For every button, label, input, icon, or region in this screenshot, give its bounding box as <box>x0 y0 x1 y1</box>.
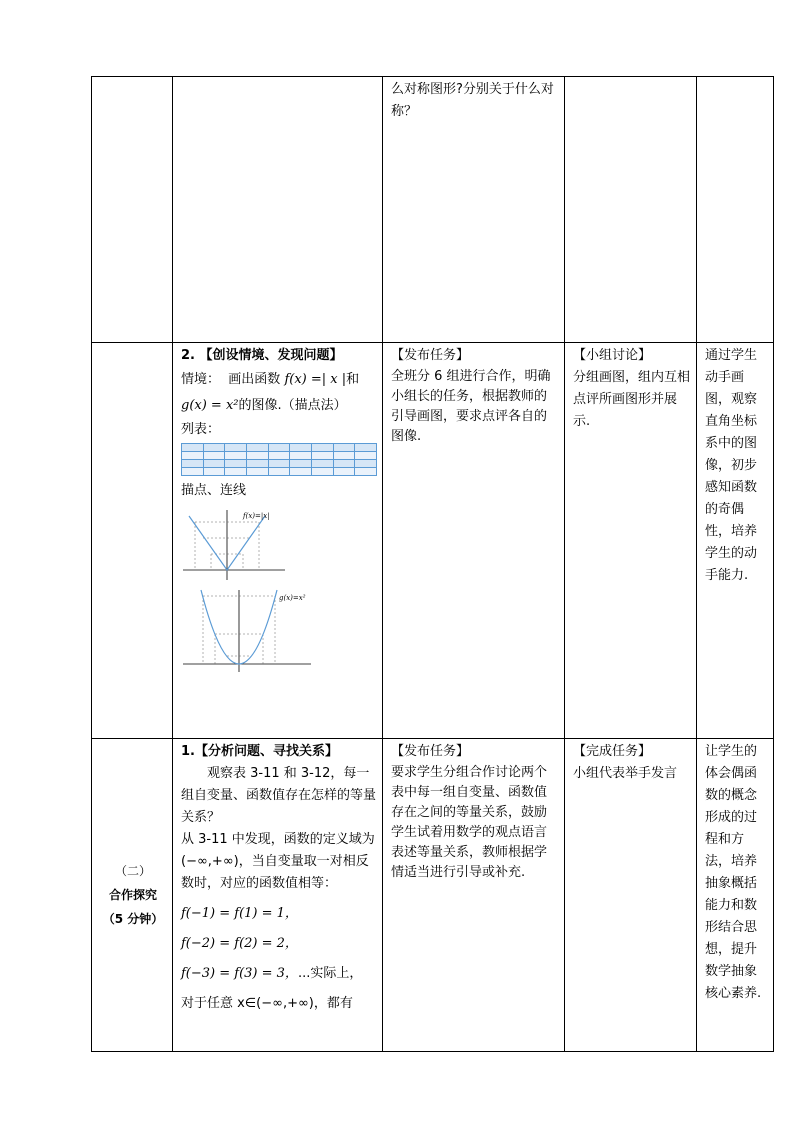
plot-label: 描点、连线 <box>181 483 247 498</box>
table-row <box>92 739 774 1052</box>
student-heading: 【小组讨论】 <box>573 348 652 363</box>
student-cell <box>565 739 697 1052</box>
content-cell <box>173 739 383 1052</box>
section-cell <box>92 343 173 739</box>
student-cell <box>565 343 697 739</box>
fx-expression: f(x) =| x | <box>284 372 347 387</box>
table-label: 列表： <box>181 422 221 437</box>
section-name: 合作探究 <box>108 888 157 902</box>
equation-2: f(−2) = f(2) = 2， <box>181 936 298 951</box>
value-table-image <box>181 443 377 476</box>
finding-paragraph: 从 3-11 中发现，函数的定义域为(−∞,+∞)，当自变量取一对相反数时，对应的函数值相等： <box>181 832 375 891</box>
teacher-text: 要求学生分组合作讨论两个表中每一组自变量、函数值存在之间的等量关系，鼓励学生试着用数学的观点语言表述等量关系，教师根据学情适当进行引导或补充. <box>391 765 548 880</box>
teacher-cell <box>383 739 565 1052</box>
observe-paragraph: 观察表 3-11 和 3-12，每一组自变量、函数值存在怎样的等量关系？ <box>181 766 377 825</box>
section-number: （二） <box>114 864 151 878</box>
teacher-text: 全班分 6 组进行合作，明确小组长的任务，根据教师的引导画图，要求点评各自的图像. <box>391 369 551 444</box>
intent-cell <box>697 343 774 739</box>
student-text: 分组画图，组内互相点评所画图形并展示. <box>573 370 691 429</box>
situation-text1: 画出函数 <box>228 372 281 387</box>
teacher-cell <box>383 343 565 739</box>
student-text: 小组代表举手发言 <box>573 766 678 781</box>
square-function-graph <box>181 588 321 674</box>
abs-function-graph <box>181 506 291 584</box>
content-cell <box>173 343 383 739</box>
section-cell <box>92 739 173 1052</box>
lesson-plan-table <box>91 76 774 1052</box>
student-heading: 【完成任务】 <box>573 744 652 759</box>
intent-text: 让学生的体会偶函数的概念形成的过程和方法，培养抽象概括能力和数形结合思想，提升数学抽象核心素养. <box>705 744 762 1001</box>
content-cell <box>173 77 383 343</box>
situation-label: 情境： <box>181 372 221 387</box>
section-time: （5 分钟） <box>102 912 164 926</box>
and-word: 和 <box>346 372 360 387</box>
situation-text2: 的图像.（描点法） <box>238 398 347 413</box>
equation-3-line <box>181 963 376 985</box>
teacher-heading: 【发布任务】 <box>391 744 470 759</box>
intent-cell <box>697 77 774 343</box>
content-heading: 2. 【创设情境、发现问题】 <box>181 348 343 363</box>
equation-3-tail: ...实际上， <box>297 966 363 981</box>
content-heading: 1.【分析问题、寻找关系】 <box>181 744 338 759</box>
teacher-heading: 【发布任务】 <box>391 348 470 363</box>
teacher-continuation-text: 么对称图形?分别关于什么对称？ <box>391 82 554 119</box>
intent-text: 通过学生动手画图，观察直角坐标系中的图像，初步感知函数的奇偶性，培养学生的动手能力. <box>705 348 758 583</box>
situation-paragraph <box>181 367 376 419</box>
last-line: 对于任意 x∈(−∞,+∞)，都有 <box>181 996 353 1011</box>
equation-1: f(−1) = f(1) = 1， <box>181 906 298 921</box>
graph2-label: g(x)=x² <box>279 594 306 602</box>
table-row <box>92 343 774 739</box>
graph1-label: f(x)=|x| <box>243 512 270 520</box>
table-row <box>92 77 774 343</box>
intent-cell <box>697 739 774 1052</box>
gx-expression: g(x) = x² <box>181 398 239 413</box>
section-cell <box>92 77 173 343</box>
teacher-cell <box>383 77 565 343</box>
equation-3: f(−3) = f(3) = 3， <box>181 966 298 981</box>
student-cell <box>565 77 697 343</box>
